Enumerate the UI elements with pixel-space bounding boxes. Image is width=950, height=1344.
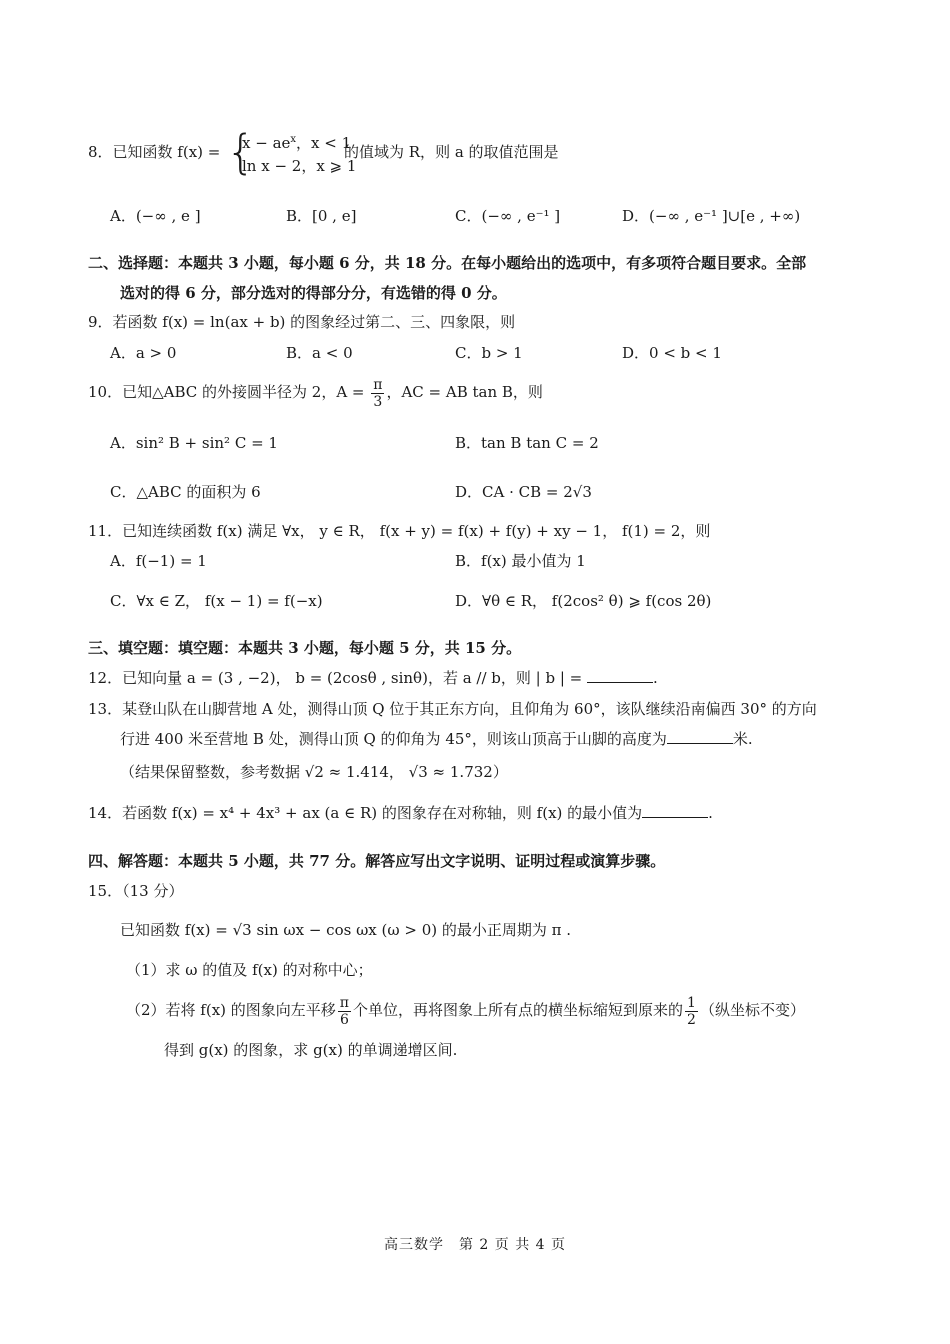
- q10-fraction: $\frac{\pi}{3}$: [373, 376, 383, 410]
- q9-option-c: C．b > 1: [455, 344, 523, 362]
- page-footer: 高三数学 第 2 页 共 4 页: [383, 1237, 567, 1253]
- q9-option-a: A．a > 0: [110, 344, 177, 362]
- q10-option-d: D．CA · CB = 2√3: [455, 483, 592, 501]
- section2-title: 二、选择题：本题共 3 小题，每小题 6 分，共 18 分。在每小题给出的选项中，有多项符合题目要求。全部: [88, 254, 807, 272]
- q13-note: （结果保留整数，参考数据 √2 ≈ 1.414， √3 ≈ 1.732）: [120, 763, 508, 781]
- q10-stem: 10．已知△ABC 的外接圆半径为 2，A = $\frac{\pi}{3}$ ，AC = AB tan B，则: [88, 376, 543, 410]
- q12-answer-blank: [587, 668, 653, 683]
- q12-stem: 12．已知向量 a = (3 , −2)， b = (2cosθ , sinθ)，若 a // b，则 | b | = .: [88, 669, 658, 687]
- q15-part2: （2）若将 f(x) 的图象向左平移 $\frac{\pi}{6}$ 个单位，再将图象上所有点的横坐标缩短到原来的 $\frac{1}{2}$ （纵坐标不变）: [126, 994, 805, 1028]
- section4-title: 四、解答题：本题共 5 小题，共 77 分。解答应写出文字说明、证明过程或演算步骤。: [88, 852, 666, 870]
- q8-piecewise-brace: {: [226, 125, 256, 179]
- q8-piece1: $x - ae^x$，x < 1: [242, 134, 352, 152]
- q11-option-c: C．∀x ∈ Z， f(x − 1) = f(−x): [110, 592, 323, 610]
- q8-suffix: 的值域为 R，则 a 的取值范围是: [344, 143, 559, 161]
- q8-option-b: B．[0 , e]: [286, 207, 357, 225]
- q11-option-b: B．f(x) 最小值为 1: [455, 552, 586, 570]
- q11-option-a: A．f(−1) = 1: [110, 552, 207, 570]
- q15-fraction-1-2: $\frac{1}{2}$: [687, 994, 696, 1028]
- q11-stem: 11．已知连续函数 f(x) 满足 ∀x， y ∈ R， f(x + y) = f(x) + f(y) + xy − 1， f(1) = 2，则: [88, 522, 711, 540]
- q15-fraction-pi-6: $\frac{\pi}{6}$: [339, 994, 349, 1028]
- q9-stem: 9．若函数 f(x) = ln(ax + b) 的图象经过第二、三、四象限，则: [88, 313, 516, 331]
- q15-part1: （1）求 ω 的值及 f(x) 的对称中心；: [126, 961, 373, 979]
- q14-stem: 14．若函数 f(x) = x⁴ + 4x³ + ax (a ∈ R) 的图象存在对称轴，则 f(x) 的最小值为 .: [88, 804, 713, 822]
- q13-answer-blank: [667, 729, 733, 744]
- q13-line2: 行进 400 米至营地 B 处，测得山顶 Q 的仰角为 45°，则该山顶高于山脚的高度为 米.: [120, 730, 753, 748]
- q8-option-c: C．(−∞ , e⁻¹ ]: [455, 207, 561, 225]
- q11-option-d: D．∀θ ∈ R， f(2cos² θ) ⩾ f(cos 2θ): [455, 592, 712, 610]
- section2-title-cont: 选对的得 6 分，部分选对的得部分分，有选错的得 0 分。: [120, 284, 507, 302]
- q14-answer-blank: [642, 803, 708, 818]
- q10-option-a: A．sin² B + sin² C = 1: [110, 434, 278, 452]
- q13-line1: 13．某登山队在山脚营地 A 处，测得山顶 Q 位于其正东方向，且仰角为 60°，该队继续沿南偏西 30° 的方向: [88, 700, 817, 718]
- q8-piece2: ln x − 2，x ⩾ 1: [242, 157, 357, 175]
- q9-option-d: D．0 < b < 1: [622, 344, 722, 362]
- q10-option-c: C．△ABC 的面积为 6: [110, 483, 261, 501]
- q8-option-d: D．(−∞ , e⁻¹ ]∪[e , +∞): [622, 207, 801, 225]
- section3-title: 三、填空题：填空题：本题共 3 小题，每小题 5 分，共 15 分。: [88, 639, 522, 657]
- q8-prefix: 8．已知函数 f(x) =: [88, 143, 221, 161]
- q15-header: 15．（13 分）: [88, 882, 184, 900]
- q8-option-a: A．(−∞ , e ]: [110, 207, 201, 225]
- q9-option-b: B．a < 0: [286, 344, 353, 362]
- q15-stem: 已知函数 f(x) = √3 sin ωx − cos ωx (ω > 0) 的最小正周期为 π .: [120, 921, 572, 939]
- q15-part2-cont: 得到 g(x) 的图象，求 g(x) 的单调递增区间.: [164, 1041, 458, 1059]
- q10-option-b: B．tan B tan C = 2: [455, 434, 599, 452]
